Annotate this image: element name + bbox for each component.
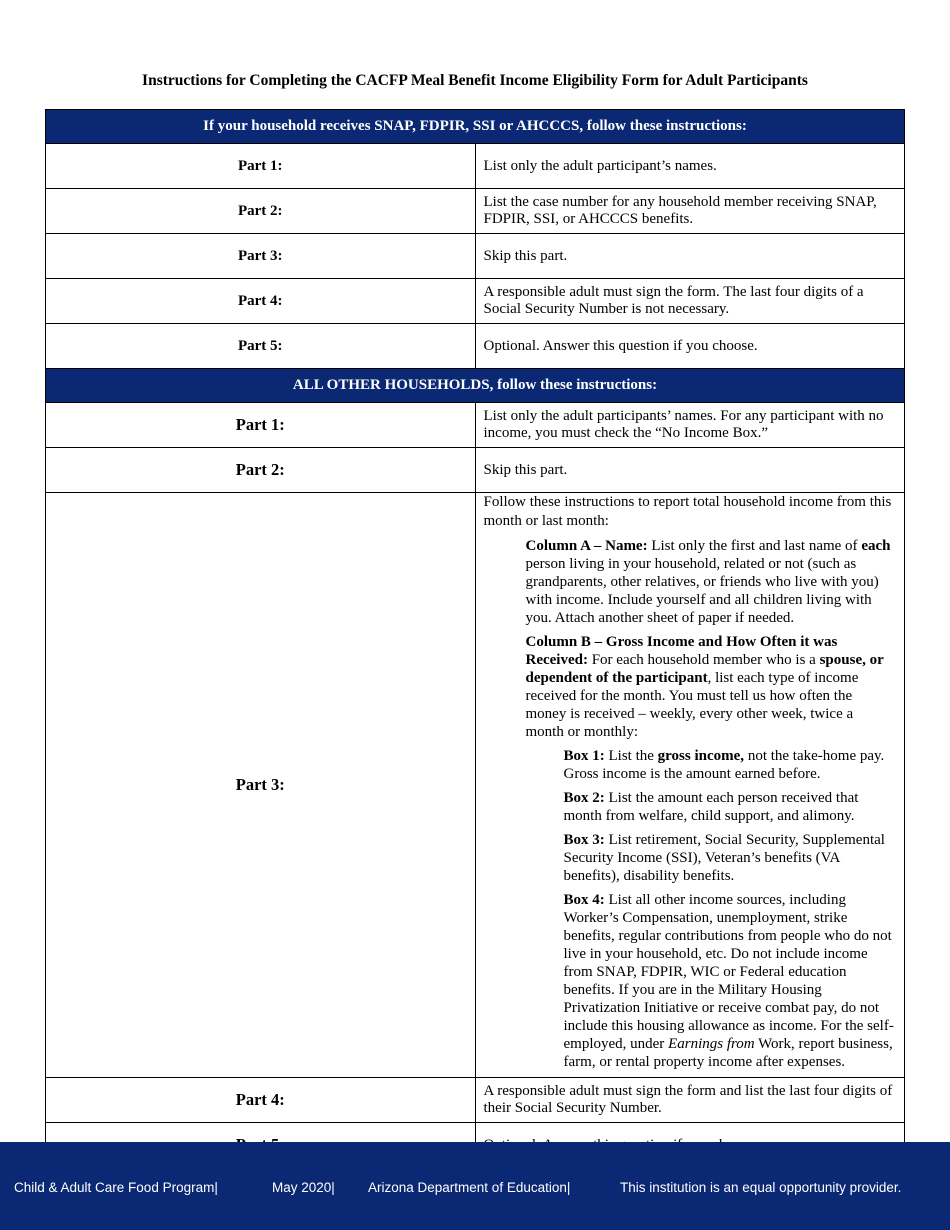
part-description: Skip this part. xyxy=(475,234,905,279)
table-row xyxy=(46,448,905,493)
document-title: Instructions for Completing the CACFP Meal Benefit Income Eligibility Form for Adult Participants xyxy=(142,72,808,89)
part-label: Part 3: xyxy=(46,234,476,279)
table-row xyxy=(46,279,905,324)
box-1-instructions: Box 1: List the gross income, not the take-home pay. Gross income is the amount earned before. xyxy=(563,748,885,782)
section-header-benefits: If your household receives SNAP, FDPIR, SSI or AHCCCS, follow these instructions: xyxy=(46,110,905,144)
part-label: Part 5: xyxy=(46,324,476,369)
table-row xyxy=(46,1078,905,1123)
part-label: Part 4: xyxy=(46,1078,476,1123)
table-row xyxy=(46,189,905,234)
table-row xyxy=(46,493,905,1078)
box-2-instructions: Box 2: List the amount each person received that month from welfare, child support, and alimony. xyxy=(563,790,859,824)
box-4-instructions: Box 4: List all other income sources, including Worker’s Compensation, unemployment, strike benefits, regular contributions from people who do not live in your household, etc. Do not include income from SNAP, FDPIR, WIC or Federal education benefits. If you are in the Military Housing Privatization Initiative or receive combat pay, do not include this housing allowance as income. For the self-employed, under Earnings from Work, report business, farm, or rental property income after expenses. xyxy=(563,892,894,1070)
table-row xyxy=(46,234,905,279)
table-row xyxy=(46,324,905,369)
box-4-heading: Box 4: xyxy=(563,892,605,908)
box-3-instructions: Box 3: List retirement, Social Security, Supplemental Security Income (SSI), Veteran’s benefits (VA benefits), disability benefits. xyxy=(563,832,885,884)
footer-department: Arizona Department of Education| xyxy=(368,1180,571,1195)
part-description: List only the adult participants’ names. For any participant with no income, you must check the “No Income Box.” xyxy=(475,403,905,448)
footer-statement: This institution is an equal opportunity provider. xyxy=(620,1180,902,1195)
part-label: Part 1: xyxy=(46,403,476,448)
part-description: A responsible adult must sign the form. The last four digits of a Social Security Number is not necessary. xyxy=(475,279,905,324)
part-label: Part 2: xyxy=(46,448,476,493)
part-label: Part 2: xyxy=(46,189,476,234)
column-b-heading: Column B – Gross Income and How Often it was Received: xyxy=(525,634,838,668)
part-description: A responsible adult must sign the form and list the last four digits of their Social Security Number. xyxy=(475,1078,905,1123)
part-label: Part 3: xyxy=(46,493,476,1078)
instructions-table xyxy=(45,109,905,1168)
footer-program: Child & Adult Care Food Program| xyxy=(14,1180,218,1195)
box-3-heading: Box 3: xyxy=(563,832,605,848)
part3-instructions xyxy=(475,493,905,1078)
section-header-other-households: ALL OTHER HOUSEHOLDS, follow these instructions: xyxy=(46,369,905,403)
footer-bar xyxy=(0,1142,950,1230)
column-b-instructions: Column B – Gross Income and How Often it was Received: For each household member who is a spouse, or dependent of the participant, list each type of income received for the month. You must tell us how often the money is received – weekly, every other week, twice a month or monthly: xyxy=(525,634,884,740)
part3-intro: Follow these instructions to report total household income from this month or last month: xyxy=(483,494,892,529)
part-description: Skip this part. xyxy=(475,448,905,493)
part-label: Part 1: xyxy=(46,144,476,189)
box-1-heading: Box 1: xyxy=(563,748,605,764)
part-description: List only the adult participant’s names. xyxy=(475,144,905,189)
table-row xyxy=(46,144,905,189)
column-a-heading: Column A – Name: xyxy=(525,538,648,554)
box-2-heading: Box 2: xyxy=(563,790,605,806)
column-a-instructions: Column A – Name: List only the first and last name of each person living in your household, related or not (such as grandparents, other relatives, or friends who live with you) with income. Include yourself and all children living with you. Attach another sheet of paper if needed. xyxy=(525,538,891,626)
table-row xyxy=(46,403,905,448)
part-description: List the case number for any household member receiving SNAP, FDPIR, SSI, or AHCCCS benefits. xyxy=(475,189,905,234)
part-description: Optional. Answer this question if you choose. xyxy=(475,324,905,369)
part-label: Part 4: xyxy=(46,279,476,324)
footer-date: May 2020| xyxy=(272,1180,335,1195)
